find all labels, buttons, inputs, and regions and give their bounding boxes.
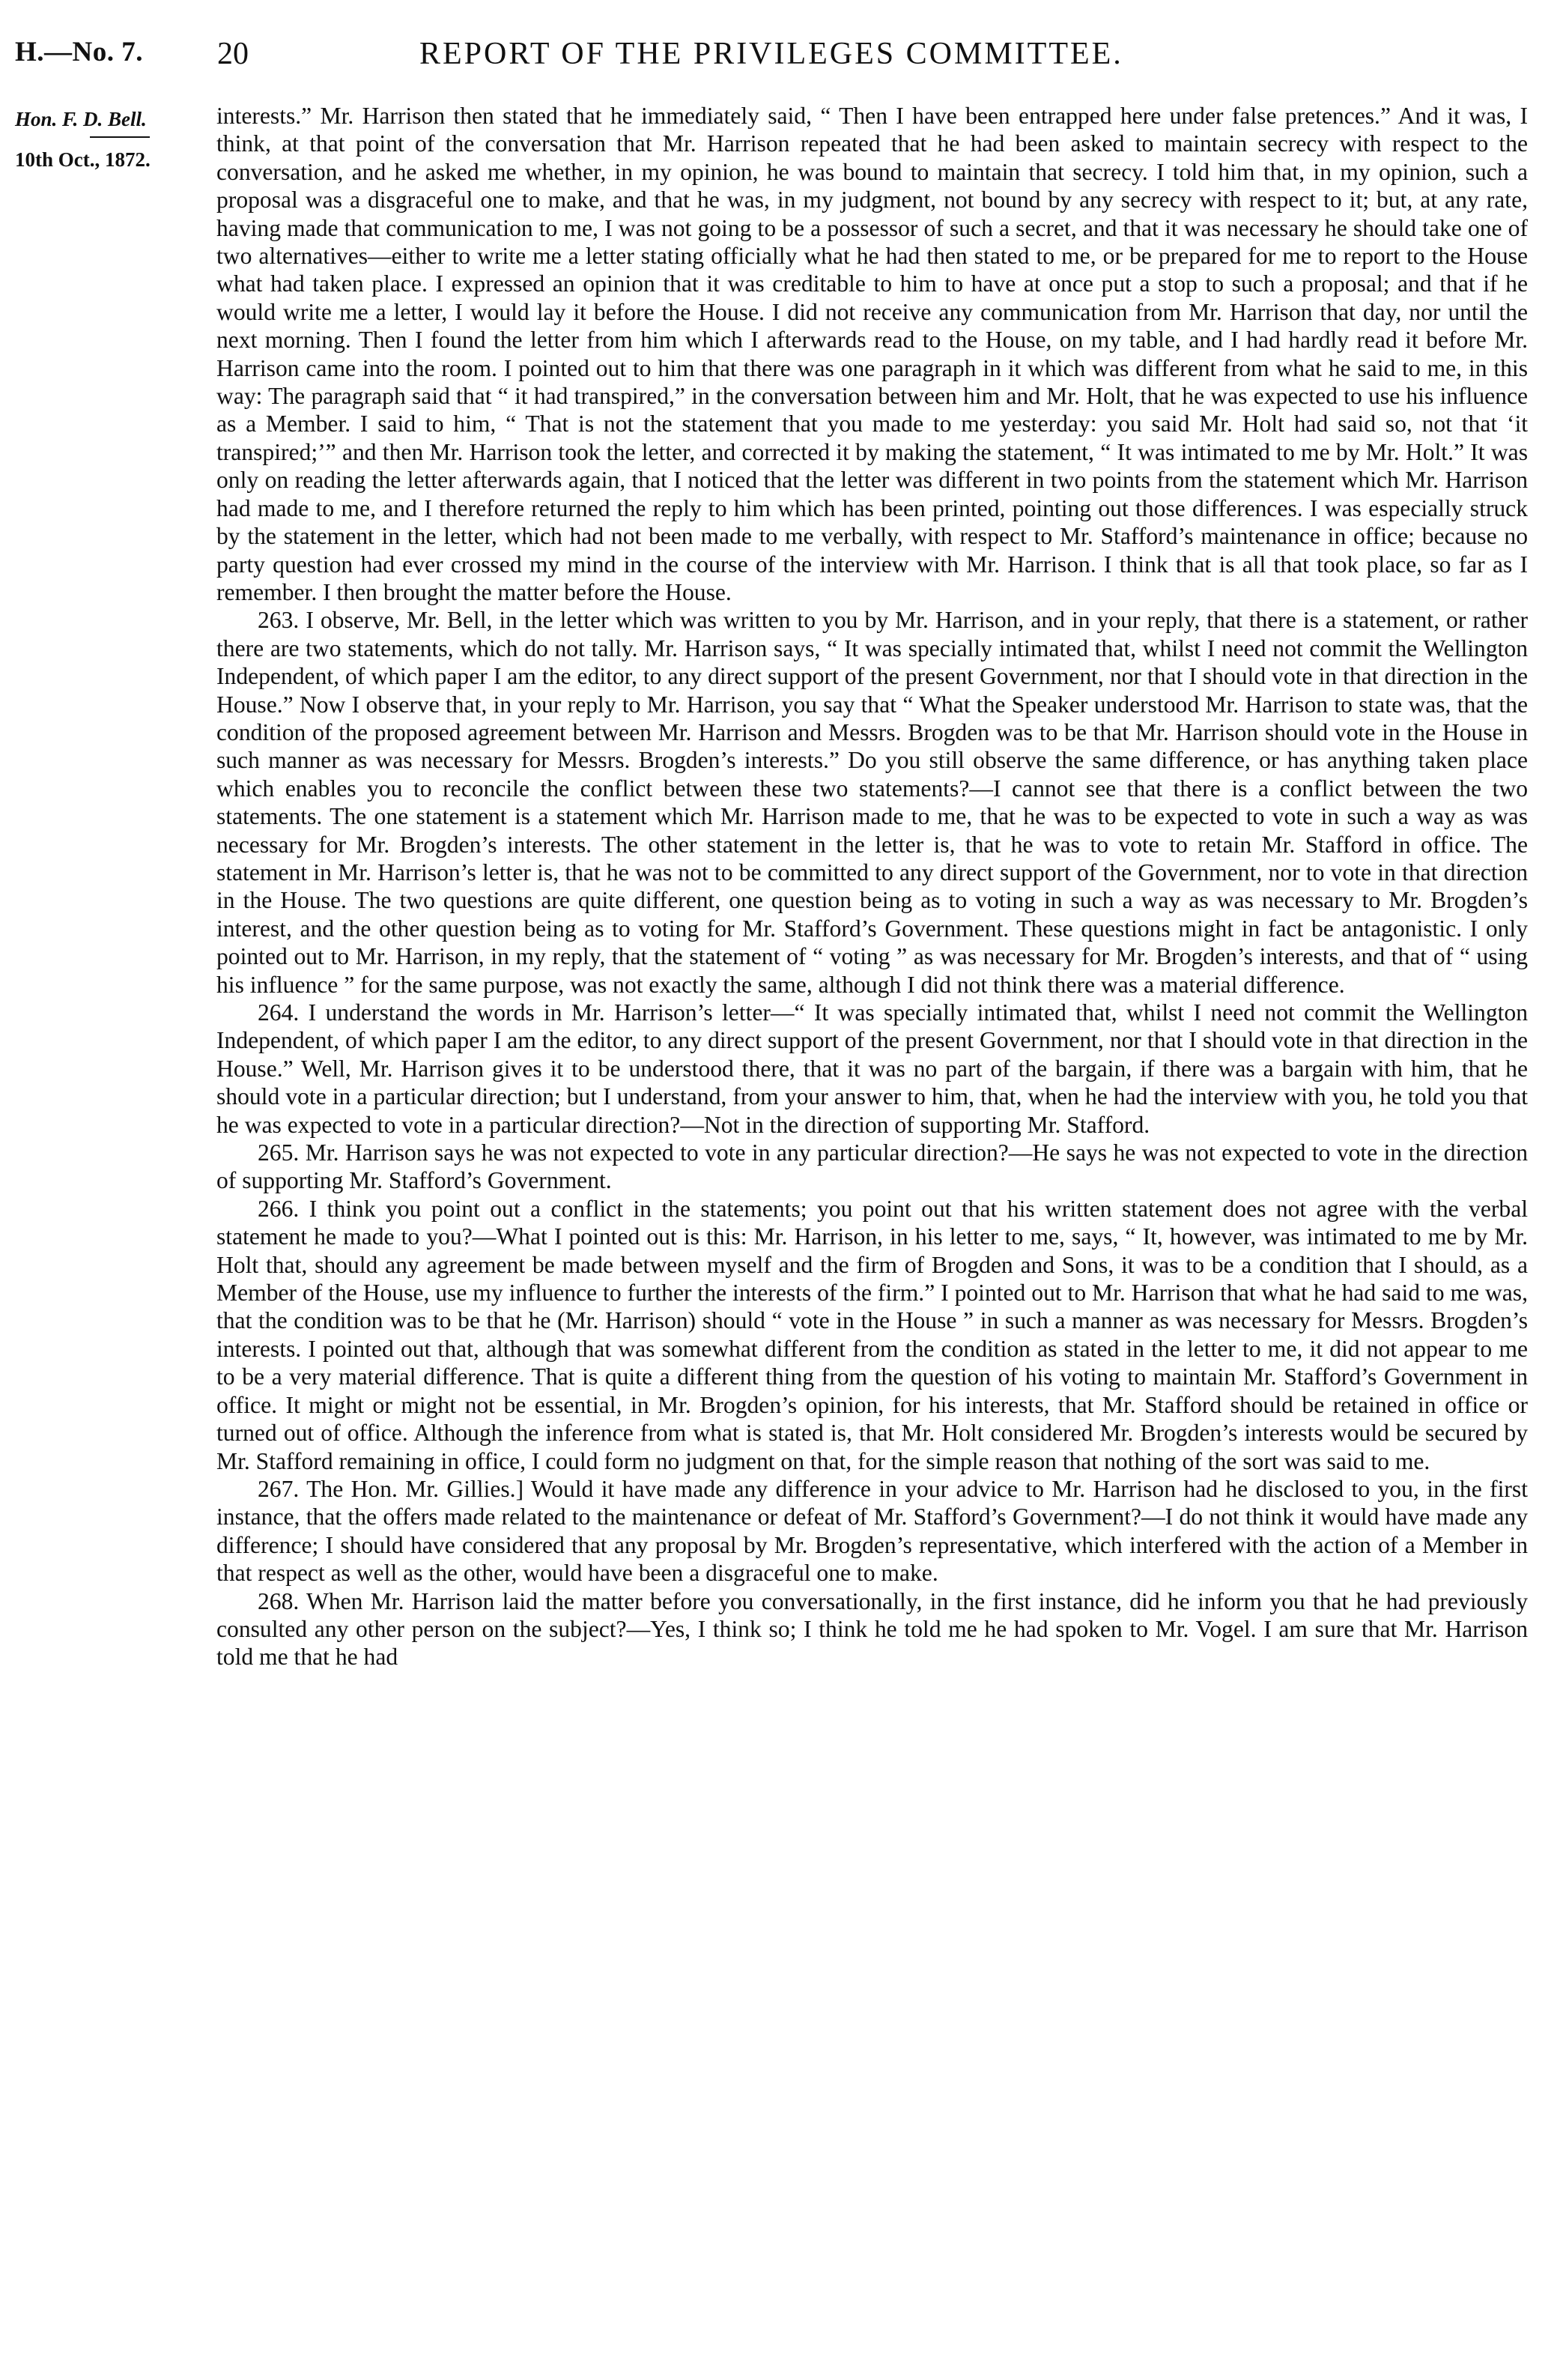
margin-divider xyxy=(90,136,150,138)
paragraph-267: 267. The Hon. Mr. Gillies.] Would it have made any difference in your advice to Mr. Harrison had he disclosed to you, in the first instance, that the offers made related to the maintenance or defeat of Mr. Stafford’s Government?—I do not think it would have made any difference; I should have considered that any proposal by Mr. Brogden’s representative, which interfered with the action of a Member in that respect as well as the other, would have been a disgraceful one to make. xyxy=(216,1475,1528,1587)
page-title: REPORT OF THE PRIVILEGES COMMITTEE. xyxy=(419,37,1123,71)
margin-speaker: Hon. F. D. Bell. xyxy=(15,108,147,130)
page-number: 20 xyxy=(217,37,249,71)
paragraph-265: 265. Mr. Harrison says he was not expected to vote in any particular direction?—He says he was not expected to vote in the direction of supporting Mr. Stafford’s Government. xyxy=(216,1139,1528,1194)
paragraph-264: 264. I understand the words in Mr. Harrison’s letter—“ It was specially intimated that, whilst I need not commit the Wellington Independent, of which paper I am the editor, to any direct support of the present Government, nor that I should vote in that direction in the House.” Well, Mr. Harrison gives it to be understood there, that it was no part of the bargain, if there was a bargain with him, that he should vote in a particular direction; but I understand, from your answer to him, that, when he had the interview with you, he told you that he was expected to vote in a particular direction?—Not in the direction of supporting Mr. Stafford. xyxy=(216,999,1528,1138)
paragraph-continuation: interests.” Mr. Harrison then stated that he immediately said, “ Then I have been entrapped here under false pretences.” And it was, I think, at that point of the conversation that Mr. Harrison repeated that he had been asked to maintain secrecy with respect to the conversation, and he asked me whether, in my opinion, he was bound to maintain that secrecy. I told him that, in my opinion, such a proposal was a disgraceful one to make, and that he was, in my judgment, not bound by any secrecy with respect to it; but, at any rate, having made that communication to me, I was not going to be a possessor of such a secret, and that it was necessary he should take one of two alternatives—either to write me a letter stating officially what he had then stated to me, or be prepared for me to report to the House what had taken place. I expressed an opinion that it was creditable to him to have at once put a stop to such a proposal; and that if he would write me a letter, I would lay it before the House. I did not receive any communication from Mr. Harrison that day, nor until the next morning. Then I found the letter from him which I afterwards read to the House, on my table, and I had hardly read it before Mr. Harrison came into the room. I pointed out to him that there was one paragraph in it which was different from what he said to me, in this way: The paragraph said that “ it had transpired,” in the conversation between him and Mr. Holt, that he was expected to use his influence as a Member. I said to him, “ That is not the statement that you made to me yesterday: you said Mr. Holt had said so, not that ‘it transpired;’” and then Mr. Harrison took the letter, and corrected it by making the statement, “ It was intimated to me by Mr. Holt.” It was only on reading the letter afterwards again, that I noticed that the letter was different in two points from the statement which Mr. Harrison had made to me, and I therefore returned the reply to him which has been printed, pointing out those differences. I was especially struck by the statement in the letter, which had not been made to me verbally, with respect to Mr. Stafford’s maintenance in office; because no party question had ever crossed my mind in the course of the interview with Mr. Harrison. I think that is all that took place, so far as I remember. I then brought the matter before the House. xyxy=(216,103,1528,605)
evidence-body xyxy=(216,102,1528,2364)
margin-note xyxy=(15,105,210,174)
page-header xyxy=(0,36,1566,81)
paragraph-268: 268. When Mr. Harrison laid the matter before you conversationally, in the first instance, did he inform you that he had previously consulted any other person on the subject?—Yes, I think so; I think he told me he had spoken to Mr. Vogel. I am sure that Mr. Harrison told me that he had xyxy=(216,1587,1528,1671)
paper-reference: H.—No. 7. xyxy=(15,37,143,67)
margin-date: 10th Oct., 1872. xyxy=(15,148,151,171)
paragraph-263: 263. I observe, Mr. Bell, in the letter which was written to you by Mr. Harrison, and in your reply, that there is a statement, or rather there are two statements, which do not tally. Mr. Harrison says, “ It was specially intimated that, whilst I need not commit the Wellington Independent, of which paper I am the editor, to any direct support of the present Government, nor that I should vote in that direction in the House.” Now I observe that, in your reply to Mr. Harrison, you say that “ What the Speaker understood Mr. Harrison to state was, that the condition of the proposed agreement between Mr. Harrison and Messrs. Brogden was to be that Mr. Harrison should vote in the House in such manner as was necessary for Messrs. Brogden’s interests.” Do you still observe the same difference, or has anything taken place which enables you to reconcile the conflict between these two statements?—I cannot see that there is a conflict between the two statements. The one statement is a statement which Mr. Harrison made to me, that he was to be expected to vote in such a way as was necessary for Mr. Brogden’s interests. The other statement in the letter is, that he was to vote to retain Mr. Stafford in office. The statement in Mr. Harrison’s letter is, that he was not to be committed to any direct support of the Government, nor to vote in that direction in the House. The two questions are quite different, one question being as to voting in such a way as was necessary to Mr. Brogden’s interest, and the other question being as to voting for Mr. Stafford’s Government. These questions might in fact be antagonistic. I only pointed out to Mr. Harrison, in my reply, that the statement of “ voting ” as was necessary for Mr. Brogden’s interests, and that of “ using his influence ” for the same purpose, was not exactly the same, although I did not think there was a material difference. xyxy=(216,607,1528,998)
paragraph-266: 266. I think you point out a conflict in the statements; you point out that his written statement does not agree with the verbal statement he made to you?—What I pointed out is this: Mr. Harrison, in his letter to me, says, “ It, however, was intimated to me by Mr. Holt that, should any agreement be made between myself and the firm of Brogden and Sons, it was to be a condition that I should, as a Member of the House, use my influence to further the interests of the firm.” I pointed out to Mr. Harrison that what he had said to me was, that the condition was to be that he (Mr. Harrison) should “ vote in the House ” in such a manner as was necessary for Messrs. Brogden’s interests. I pointed out that, although that was somewhat different from the condition as stated in the letter to me, it did not appear to me to be a very material difference. That is quite a different thing from the question of his voting to maintain Mr. Stafford’s Government in office. It might or might not be essential, in Mr. Brogden’s opinion, for his interests, that Mr. Stafford should be retained in office or turned out of office. Although the inference from what is stated is, that Mr. Holt considered Mr. Brogden’s interests would be secured by Mr. Stafford remaining in office, I could form no judgment on that, for the simple reason that nothing of the sort was said to me. xyxy=(216,1195,1528,1474)
